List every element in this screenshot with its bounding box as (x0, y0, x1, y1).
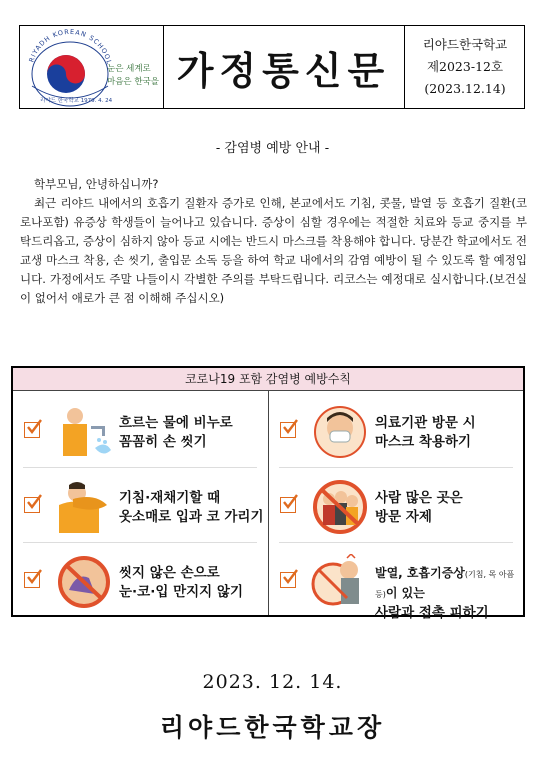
checkbox-icon (24, 422, 40, 438)
row-separator (23, 542, 257, 543)
tip-line2: 방문 자제 (375, 509, 432, 525)
tip-line1: 씻지 않은 손으로 (119, 565, 220, 581)
tip-line1-small: (기침, 목 아픔 등) (375, 570, 515, 599)
tip-hand-washing (15, 396, 265, 468)
tip-cough-etiquette (15, 471, 265, 543)
tip-line1-main: 발열, 호흡기증상 (375, 566, 465, 580)
row-separator (279, 467, 513, 468)
guide-title: 코로나19 포함 감염병 예방수칙 (13, 368, 523, 391)
tip-avoid-crowds (271, 471, 521, 543)
tip-avoid-contact (271, 546, 521, 621)
checkbox-icon (280, 497, 296, 513)
tip-mask-clinic (271, 396, 521, 468)
logo-slogan-1: 눈은 세계로 (107, 64, 151, 74)
tip-line1: 기침·재채기할 때 (119, 490, 221, 506)
tip-text (119, 489, 264, 527)
logo-arc-text: RIYADH KOREAN SCHOOL (27, 27, 114, 66)
tip-line2: 사람과 접촉 피하기 (375, 605, 489, 621)
checkbox-icon (280, 422, 296, 438)
cough-sleeve-icon (55, 479, 113, 535)
column-divider (268, 390, 269, 615)
hand-washing-icon (55, 404, 113, 460)
school-logo (20, 26, 164, 108)
tip-text (375, 489, 463, 527)
no-touch-icon (55, 554, 113, 610)
tip-line1: 사람 많은 곳은 (375, 490, 463, 506)
masked-face-icon (311, 404, 369, 460)
tip-line1-end: 이 있는 (385, 586, 425, 600)
no-crowds-icon (311, 479, 369, 535)
issue-number: 제2023-12호 (426, 59, 504, 74)
principal-signature: 리야드한국학교장 (159, 713, 386, 742)
logo-slogan-2: 마음은 한국을 (107, 77, 159, 87)
tip-line2: 마스크 착용하기 (375, 434, 471, 450)
row-separator (23, 467, 257, 468)
greeting: 학부모님, 안녕하십니까? (34, 177, 159, 191)
tip-text (375, 414, 476, 452)
tip-text (375, 564, 521, 623)
letterhead (19, 25, 525, 109)
tip-text (119, 564, 243, 602)
tip-line2: 눈·코·입 만지지 않기 (119, 584, 243, 600)
issue-info (405, 26, 525, 108)
checkbox-icon (280, 572, 296, 588)
tip-line1: 의료기관 방문 시 (375, 415, 476, 431)
row-separator (279, 542, 513, 543)
school-name: 리야드한국학교 (422, 37, 508, 52)
notice-body: 최근 리야드 내에서의 호흡기 질환자 증가로 인해, 본교에서도 기침, 콧물, 발열 등 호흡기 질환(코로나포함) 유증상 학생들이 늘어나고 있습니다. 증상이 심할 경우에는 적절한 치료와 등교 중지를 부탁드리옵고, 증상이 심하지 않아 등교 시에는 반드시 마스크를 착용해야 합니다. 당분간 학교에서도 전교생 마스크 착용, 손 씻기, 출입문 소독 등을 하여 학교 내에서의 감염 예방이 될 수 있도록 할 예정입니다. 가정에서도 주말 나들이시 각별한 주의를 부탁드립니다. 리코스는 예정대로 실시합니다.(보건실이 없어서 애로가 큰 점 이해해 주십시오) (20, 196, 527, 305)
tip-text (119, 414, 233, 452)
tip-no-face-touch (15, 546, 265, 618)
tip-line1 (375, 564, 521, 604)
tip-line1: 흐르는 물에 비누로 (119, 415, 233, 431)
prevention-guide (11, 366, 525, 621)
tip-line2: 꼼꼼히 손 씻기 (119, 434, 207, 450)
notice-subtitle: - 감염병 예방 안내 - (215, 141, 330, 156)
tip-line2: 옷소매로 입과 코 가리기 (119, 509, 264, 525)
sick-person-icon (311, 554, 369, 610)
newsletter-title: 가정통신문 (163, 26, 405, 108)
logo-bottom-text: 리야드 한국학교 1979. 4. 24 (40, 98, 113, 104)
checkbox-icon (24, 497, 40, 513)
issue-date: (2023.12.14) (424, 81, 506, 96)
checkbox-icon (24, 572, 40, 588)
letter-date: 2023. 12. 14. (202, 671, 343, 693)
